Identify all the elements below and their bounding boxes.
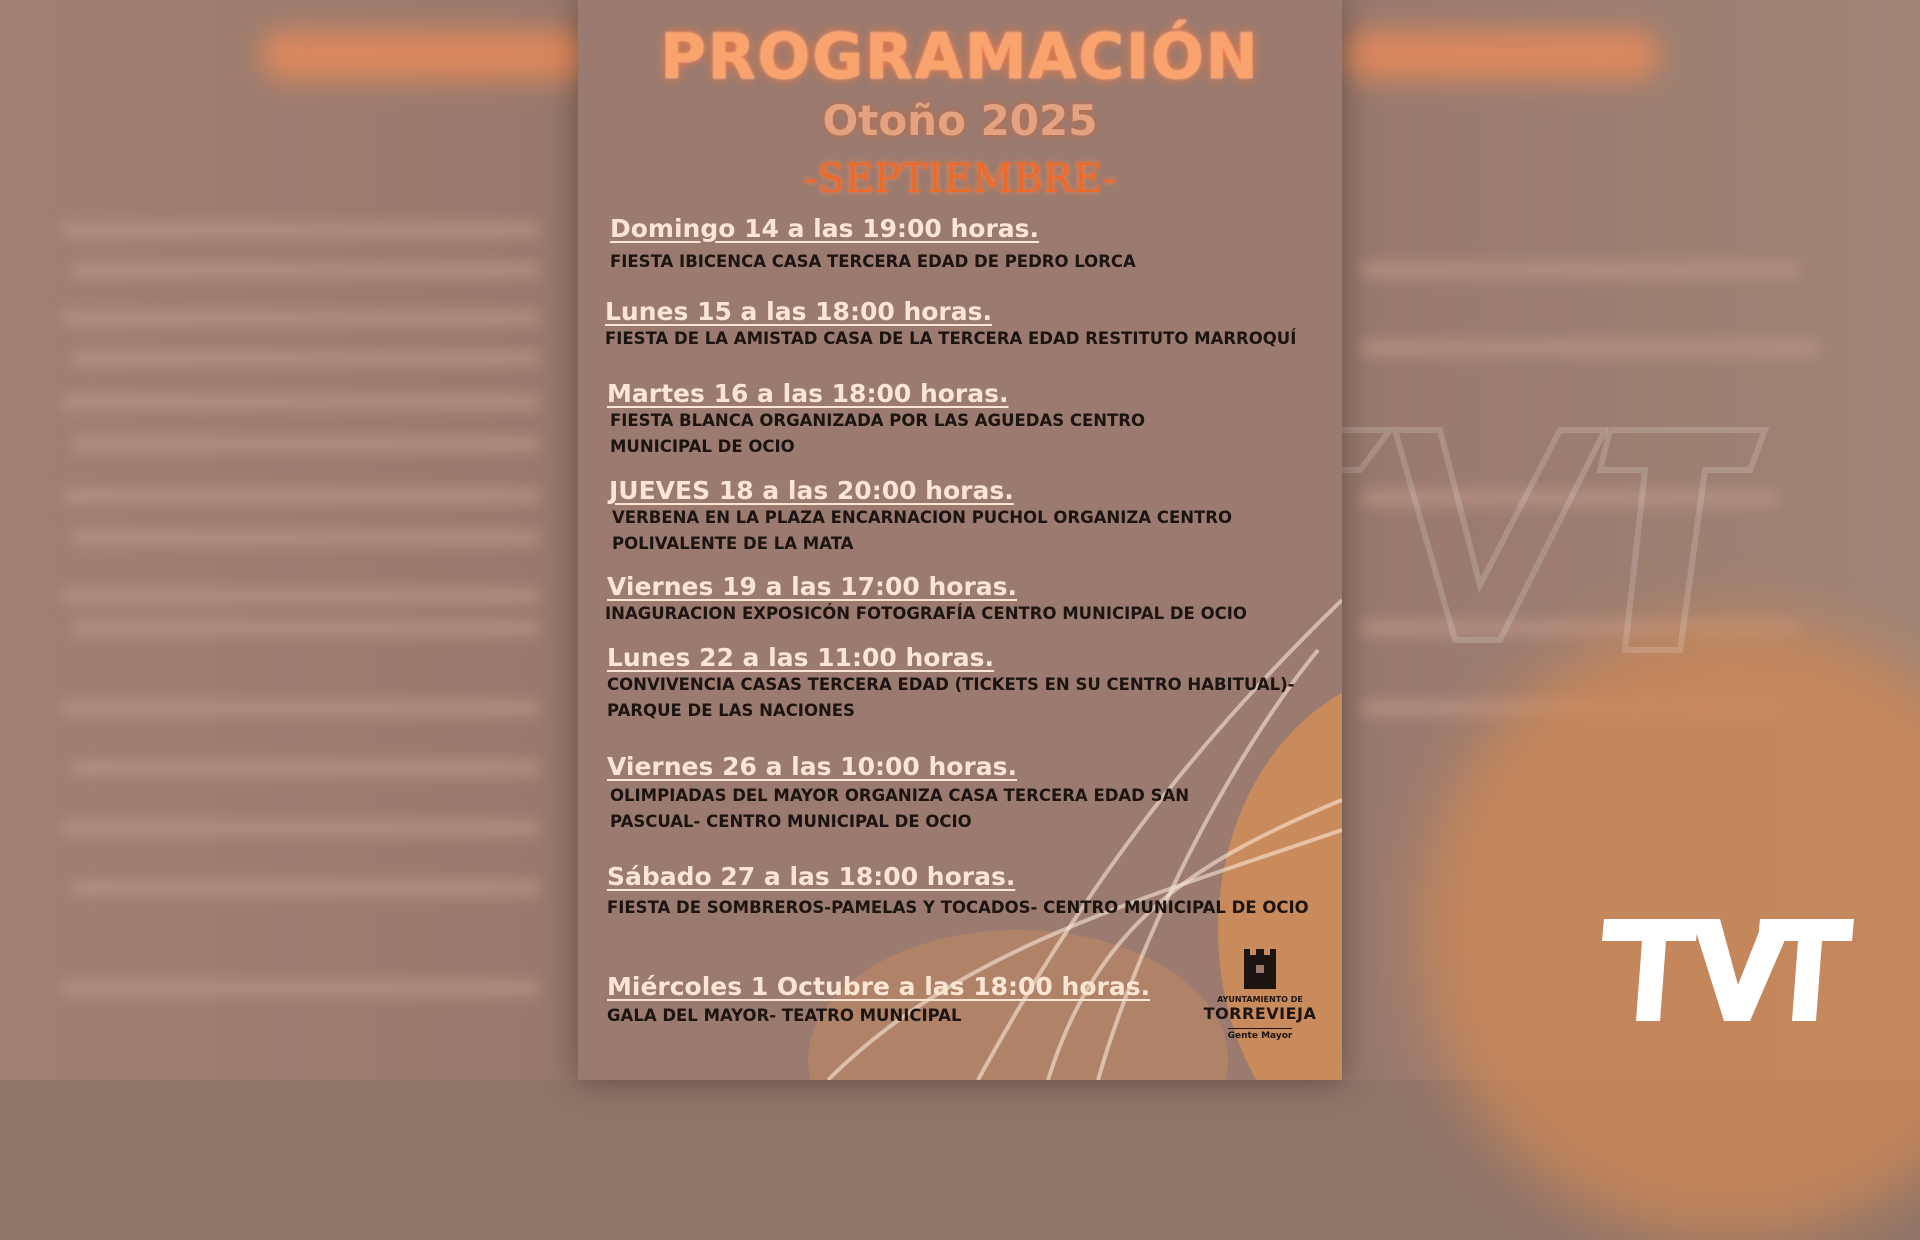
event-item [610, 214, 1310, 275]
event-date: Viernes 26 a las 10:00 horas. [607, 752, 1018, 781]
logo-small-text: AYUNTAMIENTO DE [1217, 995, 1303, 1004]
event-date: Miércoles 1 Octubre a las 18:00 horas. [607, 972, 1151, 1001]
event-date: Martes 16 a las 18:00 horas. [607, 379, 1009, 408]
event-date: Domingo 14 a las 19:00 horas. [610, 214, 1040, 243]
event-date: Lunes 15 a las 18:00 horas. [605, 297, 992, 326]
event-description: CONVIVENCIA CASAS TERCERA EDAD (TICKETS EN SU CENTRO HABITUAL)- PARQUE DE LAS NACIONES [607, 675, 1295, 720]
event-description: FIESTA DE LA AMISTAD CASA DE LA TERCERA EDAD RESTITUTO MARROQUÍ [605, 329, 1297, 348]
event-description: INAGURACION EXPOSICÓN FOTOGRAFÍA CENTRO MUNICIPAL DE OCIO [605, 604, 1247, 623]
event-item [605, 297, 1325, 352]
event-poster [578, 0, 1342, 1080]
event-description: OLIMPIADAS DEL MAYOR ORGANIZA CASA TERCERA EDAD SAN PASCUAL- CENTRO MUNICIPAL DE OCIO [610, 786, 1190, 831]
event-item [607, 379, 1167, 460]
tvt-logo [1600, 915, 1856, 1025]
event-item [609, 476, 1249, 557]
event-item [607, 752, 1227, 835]
logo-name-text: TORREVIEJA [1203, 1004, 1317, 1023]
poster-month: -SEPTIEMBRE- [803, 156, 1117, 202]
torrevieja-logo [1200, 945, 1320, 1042]
event-date: Sábado 27 a las 18:00 horas. [607, 862, 1016, 891]
event-item [607, 643, 1307, 724]
logo-sub-text: Gente Mayor [1228, 1028, 1293, 1041]
tower-icon [1240, 945, 1280, 991]
event-item [607, 572, 1307, 627]
event-date: JUEVES 18 a las 20:00 horas. [609, 476, 1014, 505]
event-description: VERBENA EN LA PLAZA ENCARNACION PUCHOL ORGANIZA CENTRO POLIVALENTE DE LA MATA [612, 508, 1233, 553]
event-item [607, 862, 1313, 921]
event-date: Viernes 19 a las 17:00 horas. [607, 572, 1018, 601]
event-description: FIESTA DE SOMBREROS-PAMELAS Y TOCADOS- CENTRO MUNICIPAL DE OCIO [607, 898, 1309, 917]
event-date: Lunes 22 a las 11:00 horas. [607, 643, 994, 672]
poster-title: PROGRAMACIÓN [660, 20, 1260, 93]
event-description: GALA DEL MAYOR- TEATRO MUNICIPAL [607, 1006, 962, 1025]
poster-subtitle: Otoño 2025 [822, 96, 1098, 145]
event-description: FIESTA IBICENCA CASA TERCERA EDAD DE PEDRO LORCA [610, 252, 1136, 271]
event-description: FIESTA BLANCA ORGANIZADA POR LAS AGUEDAS CENTRO MUNICIPAL DE OCIO [610, 411, 1146, 456]
event-item [607, 972, 1167, 1029]
